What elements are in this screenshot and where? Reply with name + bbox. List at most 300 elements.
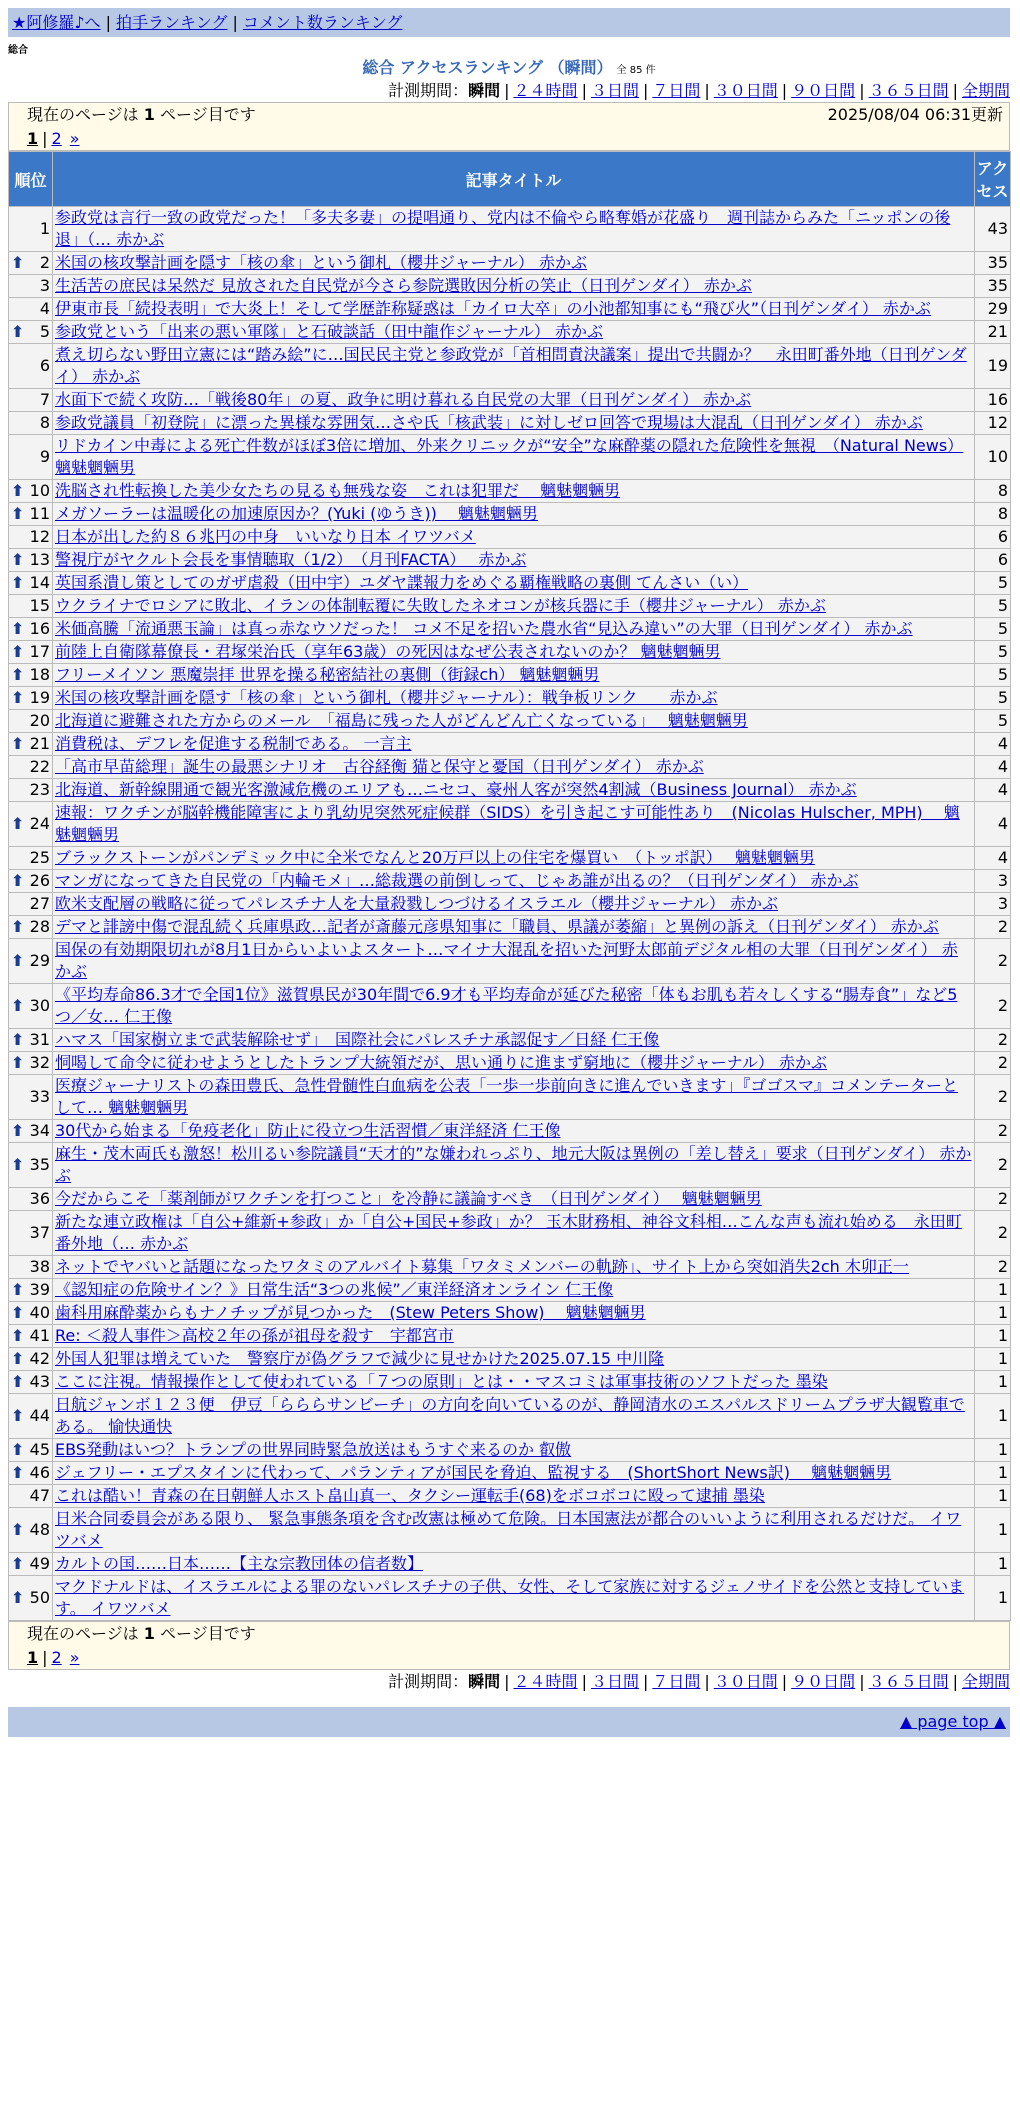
article-link[interactable]: 参政党という「出来の悪い軍隊」と石破談話（田中龍作ジャーナル） 赤かぶ xyxy=(55,322,603,341)
access-count: 8 xyxy=(975,503,1011,526)
top-nav xyxy=(8,8,1010,37)
rank-cell xyxy=(9,1052,53,1075)
rank-number: 39 xyxy=(29,1280,50,1299)
access-count: 1 xyxy=(975,1394,1011,1439)
access-count: 2 xyxy=(975,984,1011,1029)
rank-cell xyxy=(9,641,53,664)
article-link[interactable]: ハマス「国家樹立まで武装解除せず」 国際社会にパレスチナ承認促す／日経 仁王像 xyxy=(55,1030,660,1049)
rank-number: 24 xyxy=(29,814,50,833)
rank-cell xyxy=(9,344,53,389)
article-link[interactable]: リドカイン中毒による死亡件数がほぼ3倍に増加、外来クリニックが“安全”な麻酔薬の隠れた危険性を無視 （Natural News） 魑魅魍魎男 xyxy=(55,436,964,477)
article-link[interactable]: 麻生・茂木両氏も激怒！松川るい参院議員“天才的”な嫌われっぷり、地元大阪は異例の「差し替え」要求（日刊ゲンダイ） 赤かぶ xyxy=(55,1144,972,1185)
rank-up-arrow-icon: ⬆ xyxy=(11,504,25,523)
rank-cell xyxy=(9,252,53,275)
table-row xyxy=(9,435,1011,480)
rank-up-arrow-icon: ⬆ xyxy=(11,619,25,638)
access-count: 2 xyxy=(975,1120,1011,1143)
period-separator: | xyxy=(952,81,958,100)
period-link[interactable]: ３０日間 xyxy=(713,81,778,100)
rank-number: 50 xyxy=(29,1588,50,1607)
next-page-link[interactable]: » xyxy=(69,129,80,148)
period-separator: | xyxy=(859,1672,865,1691)
rank-cell xyxy=(9,1576,53,1621)
access-count: 2 xyxy=(975,1052,1011,1075)
rank-cell xyxy=(9,1462,53,1485)
pagination: 1 | 2 » xyxy=(27,129,80,148)
table-row xyxy=(9,1143,1011,1188)
ranking-title: 総合 アクセスランキング （瞬間） xyxy=(362,58,613,77)
table-row xyxy=(9,503,1011,526)
rank-number: 9 xyxy=(39,447,50,466)
title-cell xyxy=(53,1302,975,1325)
rank-cell xyxy=(9,893,53,916)
page-1-current: 1 xyxy=(27,1648,39,1667)
rank-number: 22 xyxy=(29,757,50,776)
title-cell xyxy=(53,756,975,779)
period-link[interactable]: ３６５日間 xyxy=(868,81,949,100)
rank-number: 43 xyxy=(29,1372,50,1391)
period-link[interactable]: ９０日間 xyxy=(791,1672,856,1691)
rank-cell xyxy=(9,618,53,641)
rank-number: 17 xyxy=(29,642,50,661)
table-row xyxy=(9,1279,1011,1302)
rank-up-arrow-icon: ⬆ xyxy=(11,253,25,272)
rank-cell xyxy=(9,1120,53,1143)
article-link[interactable]: 参政党は言行一致の政党だった！「多夫多妻」の提唱通り、党内は不倫やら略奪婚が花盛り 週刊誌からみた「ニッポンの後退」（… 赤かぶ xyxy=(55,208,951,249)
period-link[interactable]: ７日間 xyxy=(652,1672,701,1691)
article-link[interactable]: 国保の有効期限切れが8月1日からいよいよスタート…マイナ大混乱を招いた河野太郎前デジタル相の大罪（日刊ゲンダイ） 赤かぶ xyxy=(55,940,958,981)
access-count: 35 xyxy=(975,275,1011,298)
table-row xyxy=(9,1029,1011,1052)
rank-cell xyxy=(9,1188,53,1211)
table-row xyxy=(9,526,1011,549)
period-label: 計測期間： xyxy=(388,81,469,100)
article-link[interactable]: 「高市早苗総理」誕生の最悪シナリオ 古谷経衡 猫と保守と憂国（日刊ゲンダイ） 赤かぶ xyxy=(55,757,704,776)
period-selector-top xyxy=(8,79,1010,102)
rank-cell xyxy=(9,1553,53,1576)
article-link[interactable]: 生活苦の庶民は呆然だ 見放された自民党が今さら参院選敗因分析の笑止（日刊ゲンダイ） 赤かぶ xyxy=(55,276,752,295)
rank-cell xyxy=(9,435,53,480)
title-cell xyxy=(53,389,975,412)
rank-number: 34 xyxy=(29,1121,50,1140)
table-row xyxy=(9,1256,1011,1279)
rank-number: 29 xyxy=(29,951,50,970)
rank-up-arrow-icon: ⬆ xyxy=(11,1463,25,1482)
table-row xyxy=(9,595,1011,618)
article-link[interactable]: 新たな連立政権は「自公+維新+参政」か「自公+国民+参政」か？ 玉木財務相、神谷文科相…こんな声も流れ始める 永田町番外地（… 赤かぶ xyxy=(55,1212,962,1253)
access-count: 2 xyxy=(975,1143,1011,1188)
table-header-row xyxy=(9,152,1011,207)
rank-cell xyxy=(9,687,53,710)
rank-number: 45 xyxy=(29,1440,50,1459)
access-count: 1 xyxy=(975,1576,1011,1621)
rank-number: 3 xyxy=(39,276,50,295)
nav-separator: | xyxy=(232,13,238,32)
rank-up-arrow-icon: ⬆ xyxy=(11,1053,25,1072)
rank-cell xyxy=(9,847,53,870)
rank-cell xyxy=(9,1325,53,1348)
rank-up-arrow-icon: ⬆ xyxy=(11,871,25,890)
article-link[interactable]: 歯科用麻酔薬からもナノチップが見つかった (Stew Peters Show) 魑魅魍魎男 xyxy=(55,1303,646,1322)
rank-cell xyxy=(9,1371,53,1394)
rank-cell xyxy=(9,321,53,344)
access-count: 35 xyxy=(975,252,1011,275)
rank-number: 33 xyxy=(29,1087,50,1106)
title-cell xyxy=(53,1485,975,1508)
article-link[interactable]: カルトの国……日本……【主な宗教団体の信者数】 xyxy=(55,1554,424,1573)
rank-up-arrow-icon: ⬆ xyxy=(11,1030,25,1049)
table-row xyxy=(9,1508,1011,1553)
title-cell xyxy=(53,1256,975,1279)
rank-up-arrow-icon: ⬆ xyxy=(11,1349,25,1368)
rank-number: 41 xyxy=(29,1326,50,1345)
article-link[interactable]: 日米合同委員会がある限り、 緊急事態条項を含む改憲は極めて危険。日本国憲法が都合のいいように利用されるだけだ。 イワツバメ xyxy=(55,1509,962,1550)
article-link[interactable]: ジェフリー・エプスタインに代わって、パランティアが国民を脅迫、監視する (ShortShort News訳) 魑魅魍魎男 xyxy=(55,1463,892,1482)
rank-up-arrow-icon: ⬆ xyxy=(11,642,25,661)
rank-number: 36 xyxy=(29,1189,50,1208)
period-separator: | xyxy=(504,81,510,100)
page xyxy=(8,8,1010,1737)
page-2-link[interactable]: 2 xyxy=(51,129,62,148)
title-cell xyxy=(53,893,975,916)
rank-up-arrow-icon: ⬆ xyxy=(11,734,25,753)
title-cell xyxy=(53,802,975,847)
access-count: 6 xyxy=(975,549,1011,572)
title-cell xyxy=(53,207,975,252)
table-row xyxy=(9,870,1011,893)
footer-bar xyxy=(8,1707,1010,1737)
rank-up-arrow-icon: ⬆ xyxy=(11,1280,25,1299)
title-cell xyxy=(53,1325,975,1348)
rank-cell xyxy=(9,733,53,756)
rank-number: 5 xyxy=(39,322,50,341)
rank-number: 23 xyxy=(29,780,50,799)
rank-cell xyxy=(9,984,53,1029)
period-separator: | xyxy=(581,81,587,100)
article-link[interactable]: 前陸上自衛隊幕僚長・君塚栄治氏（享年63歳）の死因はなぜ公表されないのか？ 魑魅魍魎男 xyxy=(55,642,721,661)
title-cell xyxy=(53,1029,975,1052)
article-link[interactable]: ブラックストーンがパンデミック中に全米でなんと20万戸以上の住宅を爆買い （トッポ訳） 魑魅魍魎男 xyxy=(55,848,815,867)
rank-up-arrow-icon: ⬆ xyxy=(11,1303,25,1322)
article-link[interactable]: 警視庁がヤクルト会長を事情聴取（1/2） （月刊FACTA） 赤かぶ xyxy=(55,550,527,569)
table-row xyxy=(9,664,1011,687)
rank-number: 46 xyxy=(29,1463,50,1482)
rank-cell xyxy=(9,275,53,298)
article-link[interactable]: 伊東市長「続投表明」で大炎上！そして学歴詐称疑惑は「カイロ大卒」の小池都知事にも“飛び火”（日刊ゲンダイ） 赤かぶ xyxy=(55,299,931,318)
access-count: 1 xyxy=(975,1439,1011,1462)
period-link[interactable]: ３日間 xyxy=(590,81,639,100)
title-cell xyxy=(53,1462,975,1485)
table-row xyxy=(9,1576,1011,1621)
access-count: 1 xyxy=(975,1553,1011,1576)
article-link[interactable]: 洗脳され性転換した美少女たちの見るも無残な姿 これは犯罪だ 魑魅魍魎男 xyxy=(55,481,621,500)
rank-cell xyxy=(9,298,53,321)
period-link[interactable]: ３０日間 xyxy=(713,1672,778,1691)
rank-cell xyxy=(9,1485,53,1508)
rank-up-arrow-icon: ⬆ xyxy=(11,917,25,936)
article-link[interactable]: これは酷い！青森の在日朝鮮人ホスト畠山真一、タクシー運転手(68)をボコボコに殴って逮捕 墨染 xyxy=(55,1486,765,1505)
title-cell xyxy=(53,916,975,939)
period-link[interactable]: ２４時間 xyxy=(513,81,578,100)
rank-cell xyxy=(9,779,53,802)
access-count: 1 xyxy=(975,1508,1011,1553)
article-link[interactable]: メガソーラーは温暖化の加速原因か？(Yuki (ゆうき)) 魑魅魍魎男 xyxy=(55,504,538,523)
access-count: 1 xyxy=(975,1371,1011,1394)
article-link[interactable]: 参政党議員「初登院」に漂った異様な雰囲気…さや氏「核武装」に対しゼロ回答で現場は大混乱（日刊ゲンダイ） 赤かぶ xyxy=(55,413,923,432)
article-link[interactable]: ネットでヤバいと話題になったワタミのアルバイト募集「ワタミメンバーの軌跡」、サイト上から突如消失2ch 木卯正一 xyxy=(55,1257,909,1276)
table-row xyxy=(9,321,1011,344)
article-link[interactable]: 北海道、新幹線開通で観光客激減危機のエリアも…ニセコ、豪州人客が突然4割減（Business Journal） 赤かぶ xyxy=(55,780,857,799)
title-cell xyxy=(53,480,975,503)
period-separator: | xyxy=(642,1672,649,1691)
article-link[interactable]: 米価高騰「流通悪玉論」は真っ赤なウソだった！ コメ不足を招いた農水省“見込み違い”の大罪（日刊ゲンダイ） 赤かぶ xyxy=(55,619,913,638)
access-count: 3 xyxy=(975,870,1011,893)
rank-cell xyxy=(9,1143,53,1188)
access-count: 5 xyxy=(975,595,1011,618)
article-link[interactable]: 煮え切らない野田立憲には“踏み絵”に…国民民主党と参政党が「首相問責決議案」提出で共闘か？ 永田町番外地（日刊ゲンダイ） 赤かぶ xyxy=(55,345,967,386)
title-cell xyxy=(53,435,975,480)
ranking-table xyxy=(8,151,1011,1621)
title-cell xyxy=(53,572,975,595)
next-page-link[interactable]: » xyxy=(69,1648,80,1667)
title-cell xyxy=(53,298,975,321)
table-row xyxy=(9,618,1011,641)
rank-cell xyxy=(9,1394,53,1439)
title-cell xyxy=(53,664,975,687)
access-count: 4 xyxy=(975,756,1011,779)
rank-number: 28 xyxy=(29,917,50,936)
period-separator: | xyxy=(952,1672,958,1691)
title-cell xyxy=(53,1348,975,1371)
rank-up-arrow-icon: ⬆ xyxy=(11,665,25,684)
table-row xyxy=(9,710,1011,733)
table-row xyxy=(9,275,1011,298)
article-link[interactable]: フリーメイソン 悪魔崇拝 世界を操る秘密結社の裏側（街録ch） 魑魅魍魎男 xyxy=(55,665,600,684)
access-count: 1 xyxy=(975,1302,1011,1325)
period-label: 計測期間： xyxy=(388,1672,469,1691)
page-top-link[interactable]: ▲ page top ▲ xyxy=(899,1712,1006,1731)
title-cell xyxy=(53,1553,975,1576)
article-link[interactable]: 欧米支配層の戦略に従ってパレスチナ人を大量殺戮しつづけるイスラエル（櫻井ジャーナル） 赤かぶ xyxy=(55,894,779,913)
table-row xyxy=(9,1075,1011,1120)
article-link[interactable]: ここに注視。情報操作として使われている「７つの原則」とは・・マスコミは軍事技術のソフトだった 墨染 xyxy=(55,1372,828,1391)
access-count: 4 xyxy=(975,802,1011,847)
access-count: 5 xyxy=(975,618,1011,641)
rank-cell xyxy=(9,1302,53,1325)
period-separator: | xyxy=(781,1672,788,1691)
article-link[interactable]: 水面下で続く攻防…「戦後80年」の夏、政争に明け暮れる自民党の大罪（日刊ゲンダイ） 赤かぶ xyxy=(55,390,752,409)
rank-cell xyxy=(9,480,53,503)
rank-cell xyxy=(9,1279,53,1302)
article-link[interactable]: 英国系潰し策としてのガザ虐殺（田中宇）ユダヤ諜報力をめぐる覇権戦略の裏側 てんさい（い） xyxy=(55,573,749,592)
table-row xyxy=(9,916,1011,939)
rank-up-arrow-icon: ⬆ xyxy=(11,1155,25,1174)
rank-up-arrow-icon: ⬆ xyxy=(11,1440,25,1459)
rank-number: 38 xyxy=(29,1257,50,1276)
title-cell xyxy=(53,1371,975,1394)
header-rank: 順位 xyxy=(9,152,53,207)
access-count: 5 xyxy=(975,687,1011,710)
article-link[interactable]: 恫喝して命令に従わせようとしたトランプ大統領だが、思い通りに進まず窮地に（櫻井ジャーナル） 赤かぶ xyxy=(55,1053,827,1072)
rank-up-arrow-icon: ⬆ xyxy=(11,1588,25,1607)
rank-up-arrow-icon: ⬆ xyxy=(11,951,25,970)
rank-cell xyxy=(9,207,53,252)
nav-link-asyura[interactable]: ★阿修羅♪へ xyxy=(12,13,101,32)
nav-separator: | xyxy=(105,13,111,32)
pager-bottom xyxy=(8,1621,1010,1670)
period-separator: | xyxy=(704,1672,710,1691)
period-separator: | xyxy=(504,1672,510,1691)
period-selector-bottom xyxy=(8,1670,1010,1693)
article-link[interactable]: 今だからこそ「薬剤師がワクチンを打つこと」を冷静に議論すべき （日刊ゲンダイ） 魑魅魍魎男 xyxy=(55,1189,762,1208)
rank-number: 19 xyxy=(29,688,50,707)
rank-up-arrow-icon: ⬆ xyxy=(11,814,25,833)
article-link[interactable]: 《認知症の危険サイン？》日常生活“3つの兆候”／東洋経済オンライン 仁王像 xyxy=(55,1280,614,1299)
rank-cell xyxy=(9,1439,53,1462)
rank-cell xyxy=(9,756,53,779)
article-link[interactable]: 消費税は、デフレを促進する税制である。 一言主 xyxy=(55,734,412,753)
rank-number: 20 xyxy=(29,711,50,730)
table-row xyxy=(9,802,1011,847)
access-count: 2 xyxy=(975,916,1011,939)
rank-number: 25 xyxy=(29,848,50,867)
period-current: 瞬間 xyxy=(468,81,501,100)
rank-number: 42 xyxy=(29,1349,50,1368)
title-cell xyxy=(53,526,975,549)
period-link[interactable]: 全期間 xyxy=(961,1672,1010,1691)
rank-cell xyxy=(9,1075,53,1120)
rank-up-arrow-icon: ⬆ xyxy=(11,322,25,341)
rank-number: 6 xyxy=(39,356,50,375)
table-row xyxy=(9,939,1011,984)
table-row xyxy=(9,1485,1011,1508)
access-count: 16 xyxy=(975,389,1011,412)
access-count: 3 xyxy=(975,893,1011,916)
title-cell xyxy=(53,687,975,710)
period-separator: | xyxy=(581,1672,587,1691)
period-separator: | xyxy=(704,81,710,100)
table-row xyxy=(9,1462,1011,1485)
table-row xyxy=(9,1325,1011,1348)
title-cell xyxy=(53,595,975,618)
table-row xyxy=(9,1439,1011,1462)
title-cell xyxy=(53,1576,975,1621)
rank-up-arrow-icon: ⬆ xyxy=(11,996,25,1015)
rank-cell xyxy=(9,1256,53,1279)
access-count: 5 xyxy=(975,641,1011,664)
article-link[interactable]: ウクライナでロシアに敗北、イランの体制転覆に失敗したネオコンが核兵器に手（櫻井ジャーナル） 赤かぶ xyxy=(55,596,826,615)
table-row xyxy=(9,1302,1011,1325)
period-link[interactable]: ３日間 xyxy=(590,1672,639,1691)
table-row xyxy=(9,344,1011,389)
article-link[interactable]: 医療ジャーナリストの森田豊氏、急性骨髄性白血病を公表「一歩一歩前向きに進んでいきます」『ゴゴスマ』コメンテーターとして… 魑魅魍魎男 xyxy=(55,1076,959,1117)
title-cell xyxy=(53,321,975,344)
access-count: 1 xyxy=(975,1325,1011,1348)
article-link[interactable]: 日航ジャンボ１２３便 伊豆「らららサンビーチ」の方向を向いているのが、静岡清水のエスパルスドリームプラザ大観覧車である。 愉快通快 xyxy=(55,1395,965,1436)
article-link[interactable]: 北海道に避難された方からのメール 「福島に残った人がどんどん亡くなっている」 魑魅魍魎男 xyxy=(55,711,748,730)
access-count: 43 xyxy=(975,207,1011,252)
table-row xyxy=(9,1348,1011,1371)
article-link[interactable]: EBS発動はいつ？トランプの世界同時緊急放送はもうすぐ来るのか 叡傲 xyxy=(55,1440,572,1459)
period-link[interactable]: ９０日間 xyxy=(791,81,856,100)
rank-cell xyxy=(9,939,53,984)
rank-cell xyxy=(9,1029,53,1052)
title-cell xyxy=(53,1075,975,1120)
rank-number: 7 xyxy=(39,390,50,409)
rank-number: 16 xyxy=(29,619,50,638)
table-row xyxy=(9,641,1011,664)
access-count: 2 xyxy=(975,1211,1011,1256)
table-row xyxy=(9,847,1011,870)
table-row xyxy=(9,779,1011,802)
article-link[interactable]: Re: ＜殺人事件＞高校２年の孫が祖母を殺す 宇都宮市 xyxy=(55,1326,454,1345)
article-link[interactable]: 速報：ワクチンが脳幹機能障害により乳幼児突然死症候群（SIDS）を引き起こす可能性あり (Nicolas Hulscher, MPH) 魑魅魍魎男 xyxy=(55,803,960,844)
access-count: 1 xyxy=(975,1348,1011,1371)
pager-status: 現在のページは 1 ページ目です xyxy=(27,105,256,124)
rank-number: 44 xyxy=(29,1406,50,1425)
article-link[interactable]: デマと誹謗中傷で混乱続く兵庫県政…記者が斎藤元彦県知事に「職員、県議が萎縮」と異例の訴え（日刊ゲンダイ） 赤かぶ xyxy=(55,917,939,936)
rank-number: 21 xyxy=(29,734,50,753)
article-link[interactable]: マクドナルドは、イスラエルによる罪のないパレスチナの子供、女性、そして家族に対するジェノサイドを公然と支持しています。 イワツバメ xyxy=(55,1577,965,1618)
title-cell xyxy=(53,710,975,733)
table-row xyxy=(9,389,1011,412)
rank-number: 27 xyxy=(29,894,50,913)
rank-cell xyxy=(9,916,53,939)
title-cell xyxy=(53,1188,975,1211)
title-cell xyxy=(53,1439,975,1462)
rank-up-arrow-icon: ⬆ xyxy=(11,1121,25,1140)
nav-link-applause-ranking[interactable]: 拍手ランキング xyxy=(115,13,228,32)
table-row xyxy=(9,733,1011,756)
period-link[interactable]: ３６５日間 xyxy=(868,1672,949,1691)
title-cell xyxy=(53,252,975,275)
rank-number: 35 xyxy=(29,1155,50,1174)
title-cell xyxy=(53,618,975,641)
article-link[interactable]: 外国人犯罪は増えていた 警察庁が偽グラフで減少に見せかけた2025.07.15 中川隆 xyxy=(55,1349,665,1368)
period-link[interactable]: ７日間 xyxy=(652,81,701,100)
period-link[interactable]: ２４時間 xyxy=(513,1672,578,1691)
article-link[interactable]: 《平均寿命86.3才で全国1位》滋賀県民が30年間で6.9才も平均寿命が延びた秘密「体もお肌も若々しくする“腸寿食”」など5つ／女… 仁王像 xyxy=(55,985,958,1026)
table-row xyxy=(9,687,1011,710)
article-link[interactable]: 米国の核攻撃計画を隠す「核の傘」という御札（櫻井ジャーナル） 赤かぶ xyxy=(55,253,587,272)
access-count: 6 xyxy=(975,526,1011,549)
period-link[interactable]: 全期間 xyxy=(961,81,1010,100)
updated-timestamp: 2025/08/04 06:31更新 xyxy=(827,105,1003,124)
access-count: 4 xyxy=(975,847,1011,870)
access-count: 19 xyxy=(975,344,1011,389)
nav-link-comment-ranking[interactable]: コメント数ランキング xyxy=(242,13,403,32)
article-link[interactable]: 30代から始まる「免疫老化」防止に役立つ生活習慣／東洋経済 仁王像 xyxy=(55,1121,561,1140)
article-link[interactable]: 日本が出した約８６兆円の中身 いいなり日本 イワツバメ xyxy=(55,527,476,546)
title-cell xyxy=(53,344,975,389)
table-row xyxy=(9,1120,1011,1143)
page-2-link[interactable]: 2 xyxy=(51,1648,62,1667)
table-row xyxy=(9,1052,1011,1075)
rank-up-arrow-icon: ⬆ xyxy=(11,1372,25,1391)
article-link[interactable]: マンガになってきた自民党の「内輪モメ」…総裁選の前倒しって、じゃあ誰が出るの？（日刊ゲンダイ） 赤かぶ xyxy=(55,871,859,890)
rank-cell xyxy=(9,412,53,435)
rank-up-arrow-icon: ⬆ xyxy=(11,481,25,500)
rank-number: 31 xyxy=(29,1030,50,1049)
article-link[interactable]: 米国の核攻撃計画を隠す「核の傘」という御札（櫻井ジャーナル）：戦争板リンク 赤かぶ xyxy=(55,688,718,707)
access-count: 12 xyxy=(975,412,1011,435)
rank-number: 4 xyxy=(39,299,50,318)
access-count: 2 xyxy=(975,1256,1011,1279)
rank-cell xyxy=(9,572,53,595)
access-count: 8 xyxy=(975,480,1011,503)
title-cell xyxy=(53,412,975,435)
rank-cell xyxy=(9,595,53,618)
